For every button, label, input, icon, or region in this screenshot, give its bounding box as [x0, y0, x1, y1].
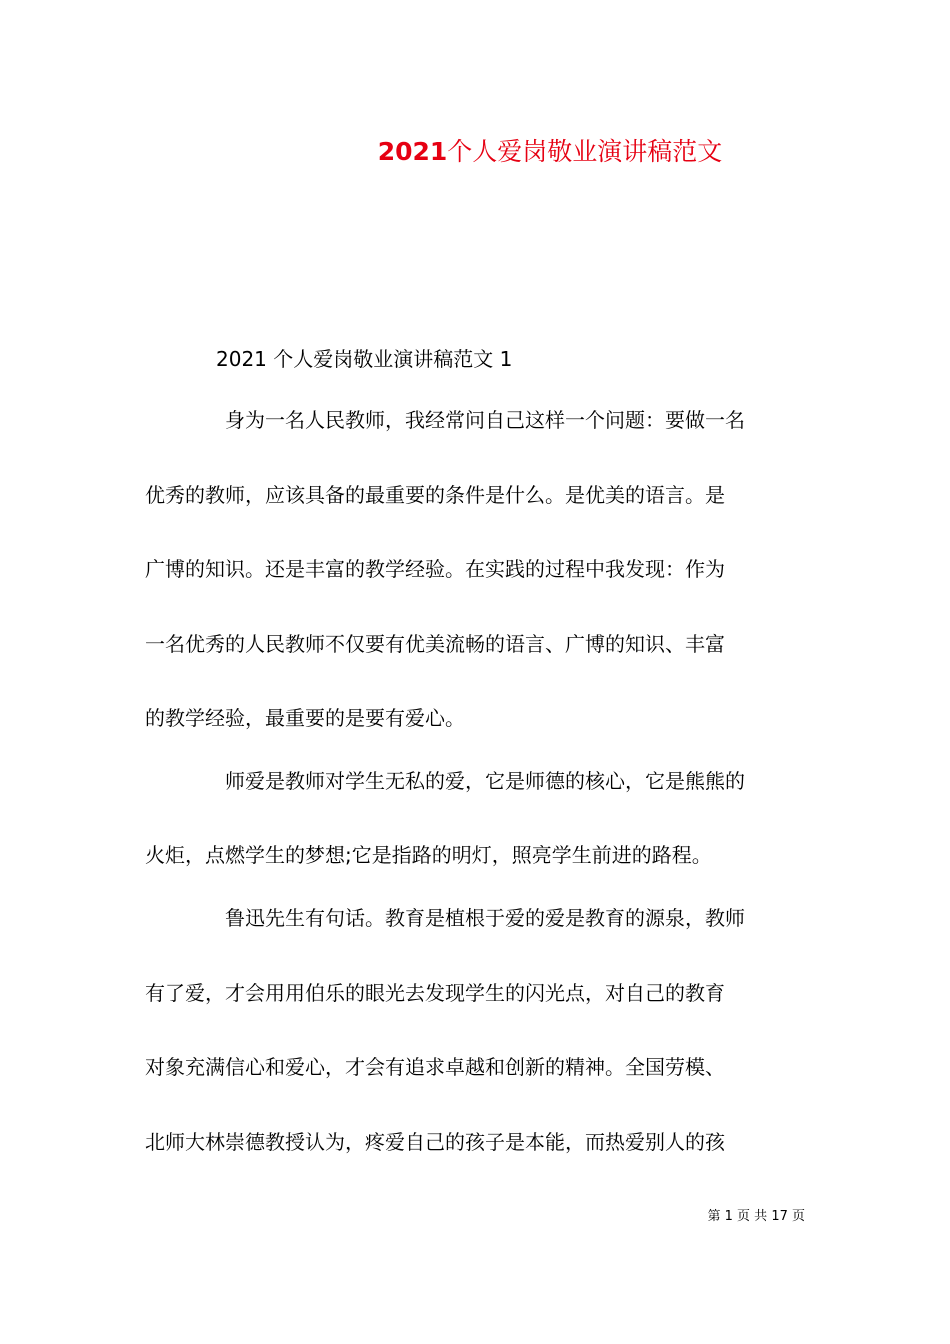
paragraph-line: 的教学经验，最重要的是要有爱心。: [145, 706, 465, 730]
paragraph-line: 火炬，点燃学生的梦想;它是指路的明灯，照亮学生前进的路程。: [145, 843, 712, 867]
paragraph-line: 师爱是教师对学生无私的爱，它是师德的核心，它是熊熊的: [225, 769, 745, 793]
section-heading: 2021 个人爱岗敬业演讲稿范文 1: [216, 347, 513, 371]
paragraph-line: 广博的知识。还是丰富的教学经验。在实践的过程中我发现：作为: [145, 557, 725, 581]
title-year: 2021: [377, 137, 448, 166]
paragraph-line: 鲁迅先生有句话。教育是植根于爱的爱是教育的源泉，教师: [225, 906, 745, 930]
paragraph-line: 优秀的教师，应该具备的最重要的条件是什么。是优美的语言。是: [145, 483, 725, 507]
paragraph-line: 有了爱，才会用用伯乐的眼光去发现学生的闪光点，对自己的教育: [145, 981, 725, 1005]
paragraph-line: 对象充满信心和爱心，才会有追求卓越和创新的精神。全国劳模、: [145, 1055, 725, 1079]
paragraph-line: 一名优秀的人民教师不仅要有优美流畅的语言、广博的知识、丰富: [145, 632, 725, 656]
paragraph-line: 北师大林崇德教授认为，疼爱自己的孩子是本能，而热爱别人的孩: [145, 1130, 725, 1154]
page-footer: 第 1 页 共 17 页: [707, 1209, 805, 1224]
page-title: [0, 132, 950, 172]
title-text: 个人爱岗敬业演讲稿范文: [447, 137, 723, 166]
paragraph-line: 身为一名人民教师，我经常问自己这样一个问题：要做一名: [225, 408, 745, 432]
